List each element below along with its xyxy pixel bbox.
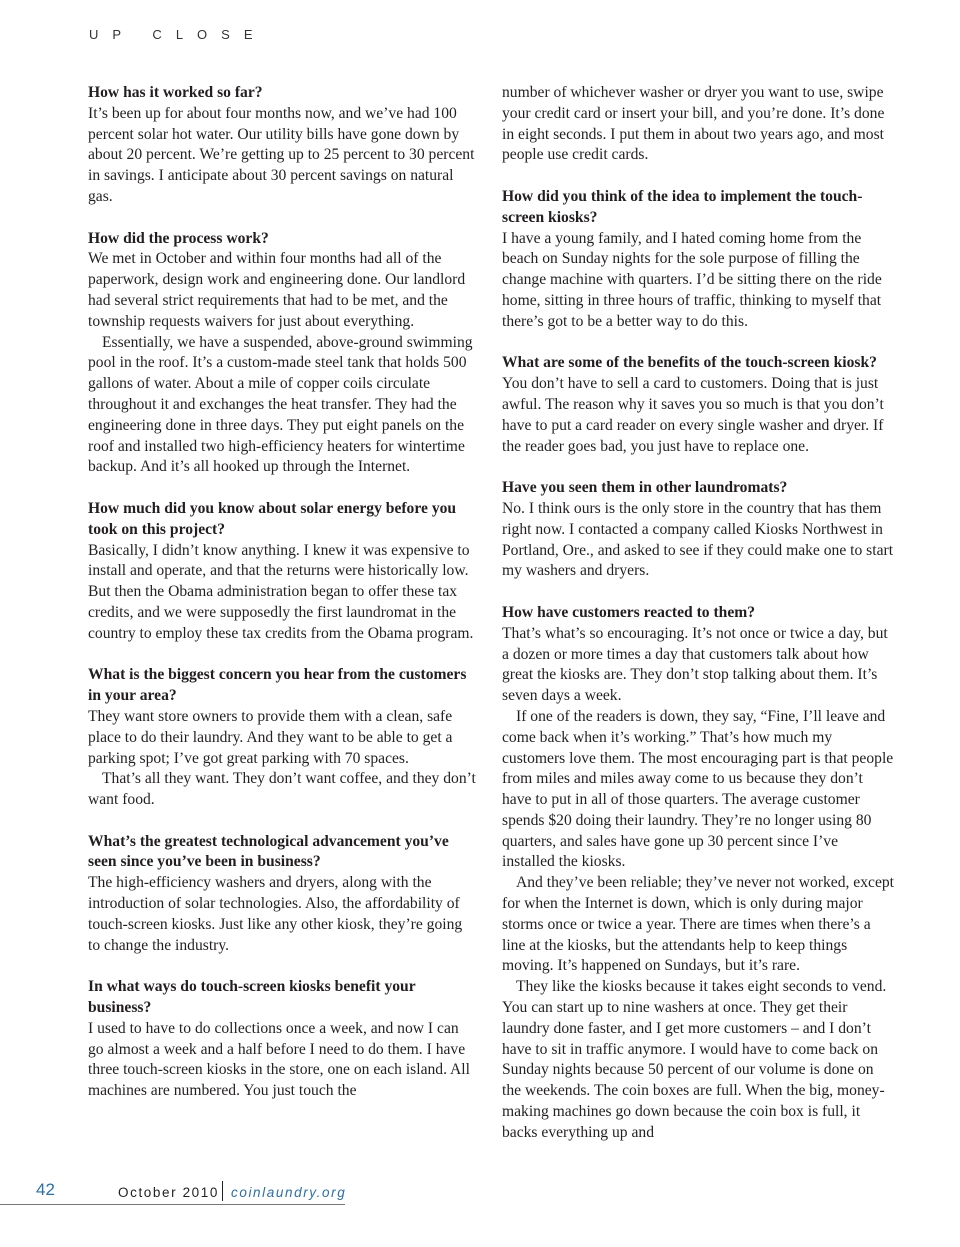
- interview-answer: It’s been up for about four months now, and we’ve had 100 percent solar hot water. Our utility bills have gone down by about 20 percent. We’re getting up to 25 percent to 30 percent in savings. I anticipate about 30 percent savings on natural gas.: [88, 104, 475, 205]
- page-footer: [0, 1176, 960, 1216]
- interview-answer: number of whichever washer or dryer you want to use, swipe your credit card or insert your bill, and you’re done. It’s done in eight seconds. I put them in about two years ago, and most people use credit cards.: [502, 84, 885, 164]
- interview-question: How has it worked so far?: [88, 84, 263, 101]
- interview-answer: They like the kiosks because it takes eight seconds to vend. You can start up to nine washers at once. They get their laundry done faster, and I get more customers – and I don’t have to sit in traffic anymore. I would have to come back on Sunday nights because 50 percent of our volume is done on the weekends. The coin boxes are full. When the big, money-making machines go down because the coin box is full, it backs everything up and: [502, 978, 887, 1141]
- paragraph-gap: [88, 478, 477, 499]
- paragraph-gap: [88, 811, 477, 832]
- interview-answer: If one of the readers is down, they say, “Fine, I’ll leave and come back when it’s working.” That’s how much my customers love them. The most encouraging part is that people from miles and miles away come to us because they don’t have to put in all of those quarters. The average customer spends $20 doing their laundry. They’re no longer using 80 quarters, and sales have gone up 30 percent since I’ve installed the kiosks.: [502, 707, 894, 871]
- paragraph-gap: [88, 956, 477, 977]
- interview-question: What are some of the benefits of the touch-screen kiosk?: [502, 354, 877, 372]
- page-number: 42: [36, 1180, 55, 1199]
- interview-question: What is the biggest concern you hear from the customers in your area?: [88, 666, 467, 705]
- interview-answer: The high-efficiency washers and dryers, along with the introduction of solar technologies. Also, the affordability of touch-screen kiosks. Just like any other kiosk, they’re going to change the industry.: [88, 874, 463, 954]
- interview-answer: No. I think ours is the only store in the country that has them right now. I contacted a company called Kiosks Northwest in Portland, Ore., and asked to see if they could make one to start my washers and dryers.: [502, 499, 894, 580]
- interview-answer: You don’t have to sell a card to customers. Doing that is just awful. The reason why it saves you so much is that you don’t have to put a card reader on every single washer and dryer. If the reader goes bad, you just have to replace one.: [502, 375, 884, 455]
- interview-question: How did the process work?: [88, 229, 269, 247]
- interview-question: How did you think of the idea to implement the touch-screen kiosks?: [502, 187, 863, 226]
- interview-answer: That’s all they want. They don’t want coffee, and they don’t want food.: [88, 770, 476, 809]
- site-link[interactable]: coinlaundry.org: [231, 1185, 347, 1200]
- footer-rule: [0, 1204, 345, 1205]
- issue-date: October 2010: [118, 1185, 220, 1200]
- paragraph-gap: [88, 208, 477, 229]
- interview-answer: We met in October and within four months had all of the paperwork, design work and engineering done. Our landlord had several strict requirements that had to be met, and the township requests waivers for just about everything.: [88, 250, 466, 330]
- interview-answer: They want store owners to provide them with a clean, safe place to do their laundry. And they want to be able to get a parking spot; I’ve got great parking with 70 spaces.: [88, 707, 453, 767]
- interview-question: How have customers reacted to them?: [502, 603, 756, 621]
- paragraph-gap: [502, 457, 894, 478]
- left-column: [88, 83, 477, 1102]
- section-header: UP CLOSE: [89, 27, 267, 42]
- interview-answer: Essentially, we have a suspended, above-ground swimming pool in the roof. It’s a custom-made steel tank that holds 500 gallons of water. About a mile of copper coils circulate throughout it and exchanges the heat transfer. They had the engineering done in three days. They put eight panels on the roof and installed two high-efficiency heaters for wintertime backup. And it’s all hooked up through the Internet.: [88, 333, 473, 476]
- interview-question: How much did you know about solar energy before you took on this project?: [88, 499, 457, 538]
- paragraph-gap: [502, 333, 894, 354]
- interview-answer: I have a young family, and I hated coming home from the beach on Sunday nights for the sole purpose of filling the change machine with quarters. I’d be sitting there on the ride home, sitting in three hours of traffic, thinking to myself that there’s got to be a better way to do this.: [502, 229, 882, 330]
- interview-question: Have you seen them in other laundromats?: [502, 479, 788, 497]
- right-column: [502, 83, 894, 1144]
- interview-question: What’s the greatest technological advancement you’ve seen since you’ve been in business?: [88, 832, 449, 871]
- paragraph-gap: [502, 166, 894, 187]
- footer-separator: [222, 1181, 223, 1201]
- interview-answer: That’s what’s so encouraging. It’s not once or twice a day, but a dozen or more times a day that customers talk about how great the kiosks are. They don’t stop talking about them. It’s seven days a week.: [502, 624, 888, 705]
- interview-answer: I used to have to do collections once a week, and now I can go almost a week and a half before I need to do them. I have three touch-screen kiosks in the store, one on each island. All machines are numbered. You just touch the: [88, 1019, 470, 1100]
- paragraph-gap: [88, 645, 477, 666]
- paragraph-gap: [502, 582, 894, 603]
- interview-answer: And they’ve been reliable; they’ve never not worked, except for when the Internet is down, which is only during major storms once or twice a year. There are times when there’s a line at the kiosks, but the attendants help to keep things moving. It’s happened on Sundays, but it’s rare.: [502, 874, 894, 975]
- interview-answer: Basically, I didn’t know anything. I knew it was expensive to install and operate, and that the returns were historically low. But then the Obama administration began to offer these tax credits, and we were supposedly the first laundromat in the country to employ these tax credits from the Obama program.: [88, 541, 474, 642]
- interview-question: In what ways do touch-screen kiosks benefit your business?: [88, 978, 416, 1017]
